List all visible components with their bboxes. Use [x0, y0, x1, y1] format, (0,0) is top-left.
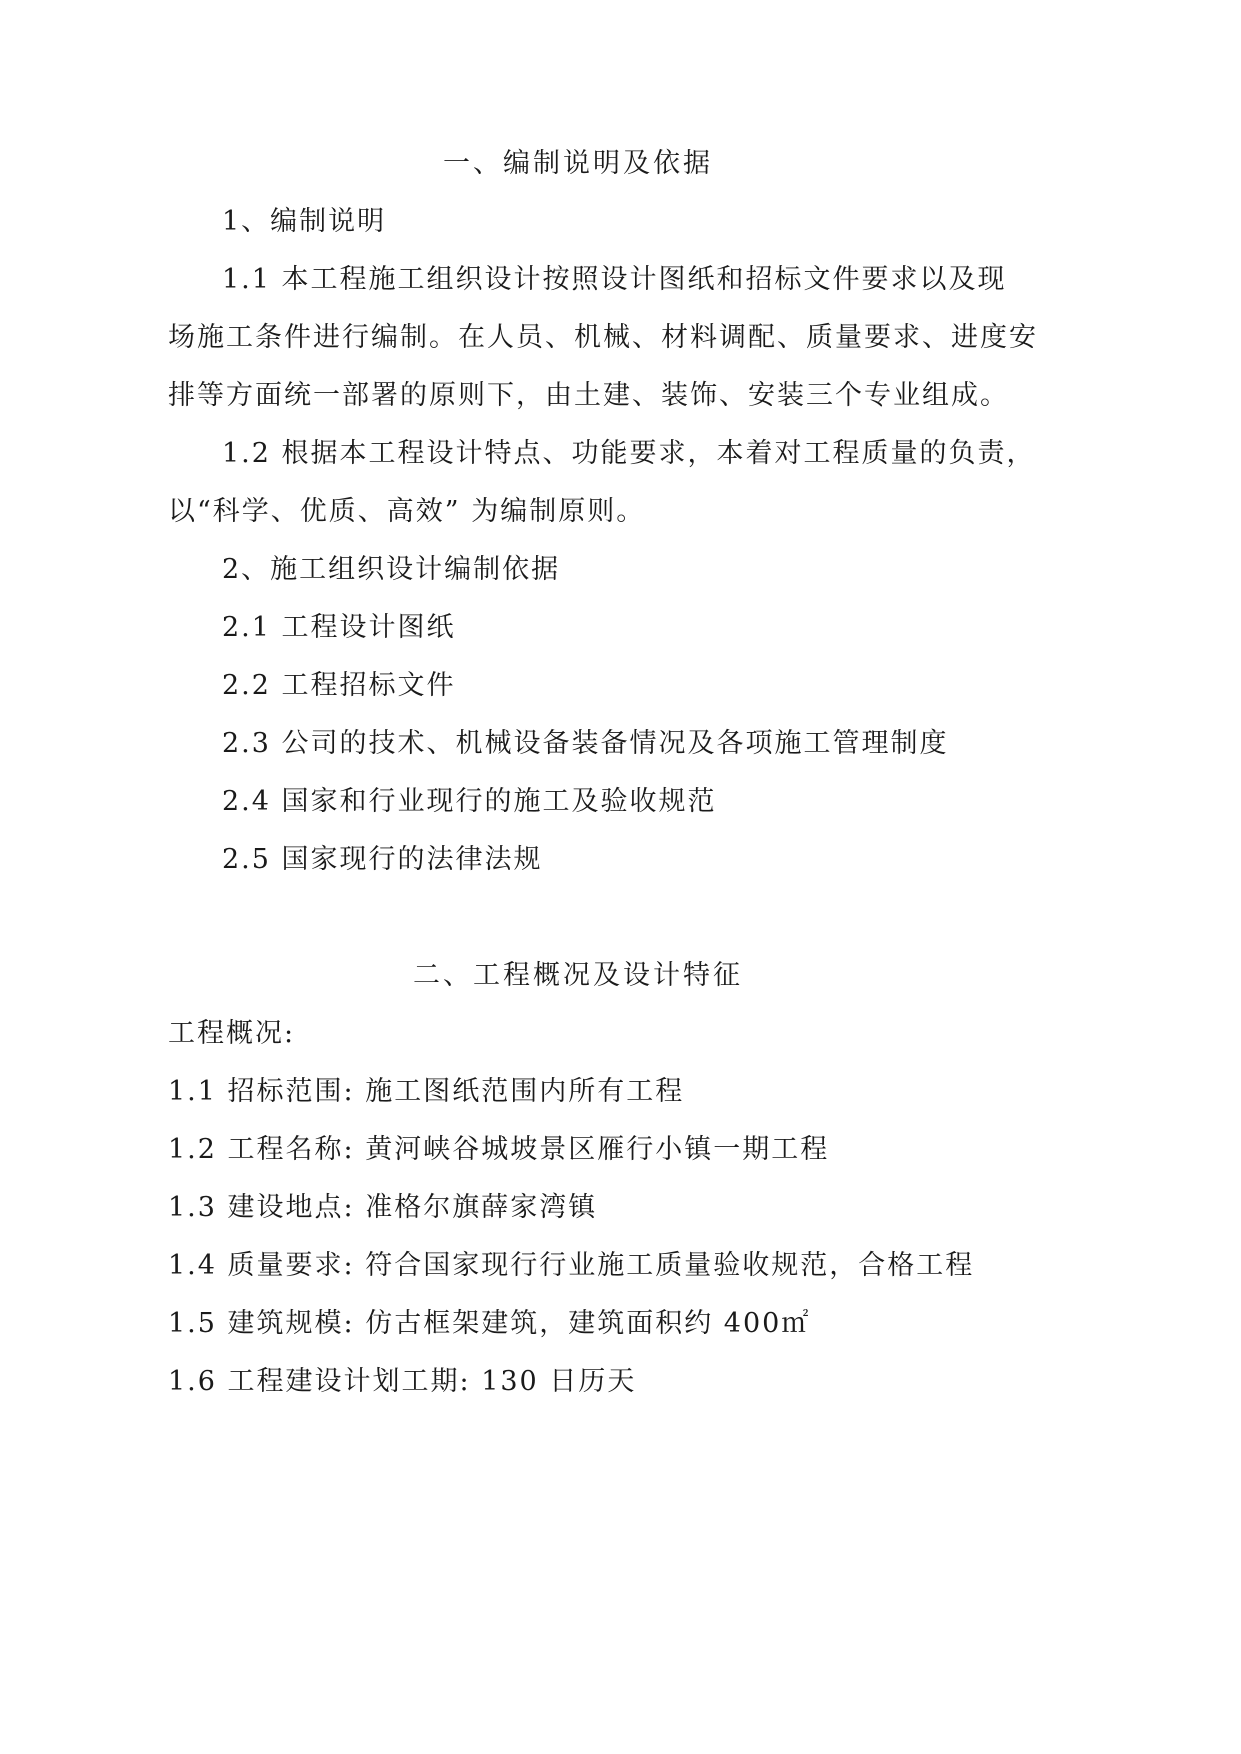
overview-item: 1.2 工程名称: 黄河峡谷城坡景区雁行小镇一期工程: [168, 1134, 830, 1165]
overview-item: 1.3 建设地点: 准格尔旗薛家湾镇: [168, 1192, 598, 1223]
basis-item: 2.4 国家和行业现行的施工及验收规范: [222, 786, 717, 817]
overview-item: 1.1 招标范围: 施工图纸范围内所有工程: [168, 1076, 685, 1107]
basis-item: 2.2 工程招标文件: [222, 670, 456, 701]
paragraph-1-1-line-1: 1.1 本工程施工组织设计按照设计图纸和招标文件要求以及现: [222, 264, 1007, 295]
section-heading-1: 一、编制说明及依据: [443, 148, 713, 179]
subsection-title-compilation: 1、编制说明: [222, 206, 387, 237]
subsection-title-basis: 2、施工组织设计编制依据: [222, 554, 561, 585]
basis-item: 2.3 公司的技术、机械设备装备情况及各项施工管理制度: [222, 728, 949, 759]
paragraph-1-2-line-1: 1.2 根据本工程设计特点、功能要求，本着对工程质量的负责，: [222, 438, 1036, 469]
overview-title: 工程概况:: [168, 1018, 296, 1049]
basis-item: 2.5 国家现行的法律法规: [222, 844, 543, 875]
overview-item: 1.5 建筑规模: 仿古框架建筑，建筑面积约 400㎡: [168, 1308, 811, 1339]
paragraph-1-1-line-2: 场施工条件进行编制。在人员、机械、材料调配、质量要求、进度安: [168, 322, 1038, 353]
overview-item: 1.6 工程建设计划工期: 130 日历天: [168, 1366, 637, 1397]
section-heading-2: 二、工程概况及设计特征: [413, 960, 743, 991]
overview-item: 1.4 质量要求: 符合国家现行行业施工质量验收规范，合格工程: [168, 1250, 975, 1281]
basis-item: 2.1 工程设计图纸: [222, 612, 456, 643]
paragraph-1-2-line-2: 以“科学、优质、高效” 为编制原则。: [168, 496, 646, 527]
paragraph-1-1-line-3: 排等方面统一部署的原则下，由土建、装饰、安装三个专业组成。: [168, 380, 1009, 411]
